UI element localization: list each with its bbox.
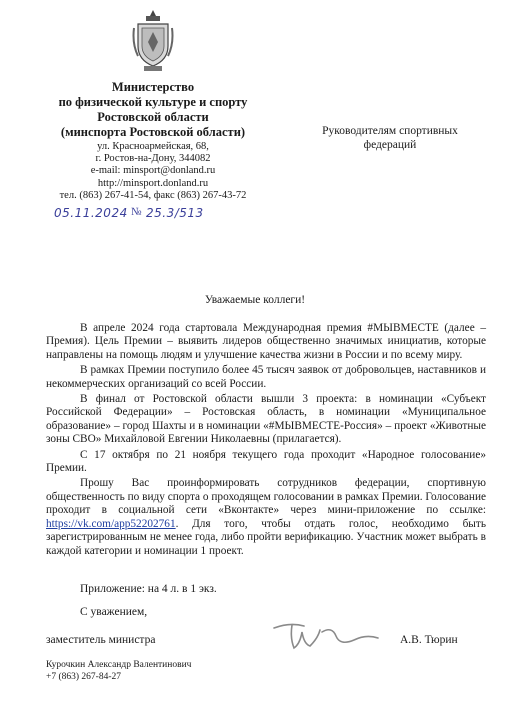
ministry-name	[40, 80, 266, 140]
signer-name: А.В. Тюрин	[400, 634, 458, 646]
paragraph-text: . Для того, чтобы отдать голос, необходимо быть зарегистрированным не менее года, либо пройти верификацию. Участник может выбрать в каждой категории и номинации 1 проект.	[46, 517, 486, 557]
salutation: Уважаемые коллеги!	[204, 294, 306, 306]
closing: С уважением,	[80, 606, 148, 618]
executor-phone: +7 (863) 267-84-27	[46, 671, 122, 682]
ministry-address	[40, 141, 266, 202]
handwritten-date: 05.11.2024	[54, 206, 128, 220]
handwritten-signature	[270, 618, 380, 658]
address-line: http://minsport.donland.ru	[97, 177, 209, 189]
coat-of-arms-emblem	[132, 8, 174, 74]
recipient: Руководителям спортивных федераций	[322, 125, 458, 151]
attachment-note: Приложение: на 4 л. в 1 экз.	[80, 583, 217, 595]
paragraph: В финал от Ростовской области вышли 3 проекта: в номинации «Субъект Российской Федерации» – Ростовская область, в номинации «Муниципальное образование» – город Шахты и в номинации «#МЫВМЕСТЕ-Россия» – проект «Животные зоны СВО» Михайловой Евгении Николаевны (прилагается).	[46, 393, 486, 446]
ministry-line: Ростовской области	[97, 110, 209, 124]
address-line: e-mail: minsport@donland.ru	[90, 165, 216, 177]
executor-name: Курочкин Александр Валентинович	[46, 660, 192, 670]
address-line: тел. (863) 267-41-54, факс (863) 267-43-72	[59, 189, 247, 201]
address-line: г. Ростов-на-Дону, 344082	[95, 153, 211, 165]
ministry-line: по физической культуре и спорту	[58, 95, 248, 109]
executor-block	[46, 660, 191, 683]
handwritten-number: 25.3/513	[146, 206, 204, 220]
ministry-line: Министерство	[111, 80, 195, 94]
signer-title: заместитель министра	[46, 634, 156, 646]
paragraph: С 17 октября по 21 ноября текущего года проходит «Народное голосование» Премии.	[46, 448, 486, 475]
ministry-line: (минспорта Ростовской области)	[60, 125, 246, 139]
number-sign: №	[131, 206, 142, 218]
paragraph	[46, 477, 486, 557]
vk-voting-link[interactable]: https://vk.com/app52202761	[46, 517, 176, 530]
paragraph: В рамках Премии поступило более 45 тысяч заявок от добровольцев, наставников и некоммерческих организаций со всей России.	[46, 364, 486, 390]
address-line: ул. Красноармейская, 68,	[97, 141, 209, 152]
paragraph-text: Прошу Вас проинформировать сотрудников федерации, спортивную общественность по виду спорта о проходящем голосовании в рамках Премии. Голосование проходит в социальной сети «Вконтакте» через мини-приложение по ссылке:	[46, 477, 486, 517]
letter-body	[46, 322, 486, 560]
paragraph: В апреле 2024 года стартовала Международная премия #МЫВМЕСТЕ (далее – Премия). Цель Премии – выявить лидеров общественно значимых инициатив, которые направлены на помощь людям и улучшение качества жизни в России и по всему миру.	[46, 322, 486, 361]
